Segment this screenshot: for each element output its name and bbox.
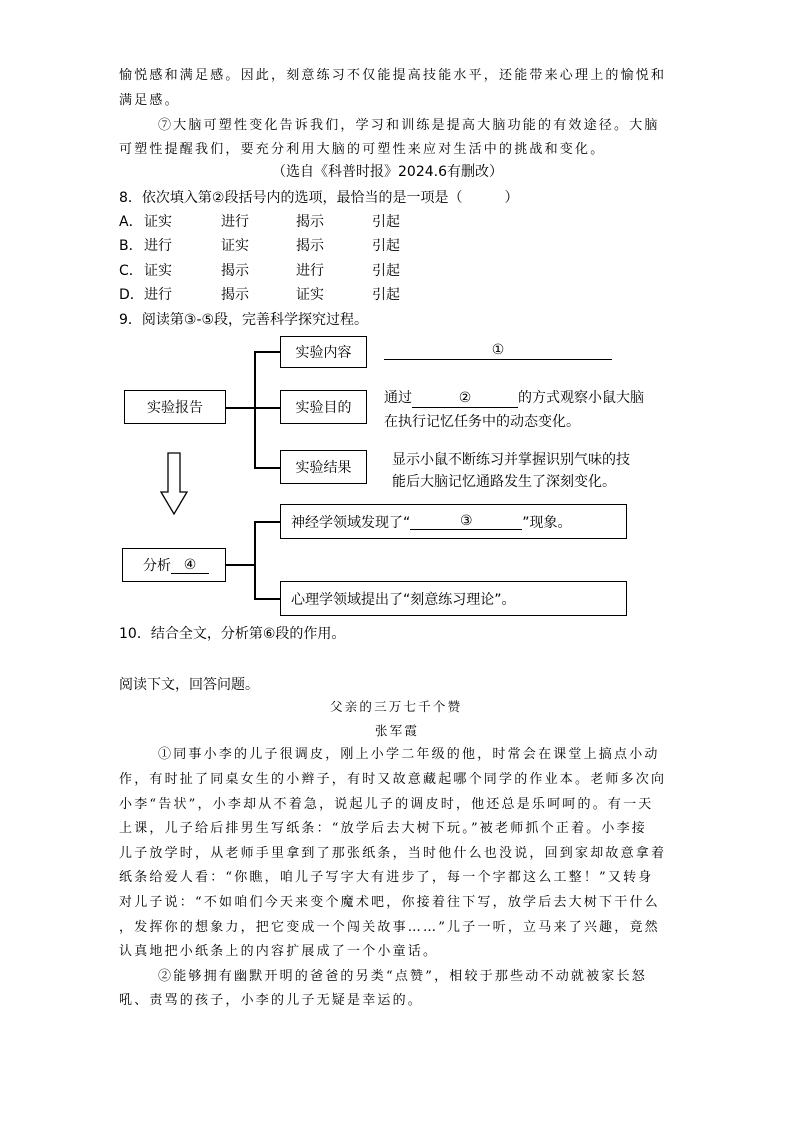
purpose-line1: 通过 ② 的方式观察小鼠大脑	[384, 390, 644, 406]
result-box: 实验结果	[280, 450, 367, 484]
content-box: 实验内容	[280, 336, 367, 368]
content-blank[interactable]: ①	[384, 341, 612, 360]
passage-line: ⑦大脑可塑性变化告诉我们，学习和训练是提高大脑功能的有效途径。大脑	[158, 118, 660, 133]
passage-line: 满足感。	[119, 93, 180, 108]
paragraph-line: 吼、责骂的孩子，小李的儿子无疑是幸运的。	[119, 993, 424, 1008]
purpose-line2: 在执行记忆任务中的动态变化。	[384, 414, 580, 430]
paragraph-line: ②能够拥有幽默开明的爸爸的另类“点赞”，相较于那些动不动就被家长怒	[158, 969, 647, 984]
source-note: （选自《科普时报》2024.6有删改）	[272, 164, 503, 180]
option-c[interactable]: C．证实 揭示 进行 引起	[119, 263, 400, 279]
purpose-box: 实验目的	[280, 390, 367, 424]
passage-line: 愉悦感和满足感。因此，刻意练习不仅能提高技能水平，还能带来心理上的愉悦和	[119, 68, 667, 83]
analysis-box: 分析 ④	[122, 548, 226, 582]
report-box: 实验报告	[124, 390, 226, 424]
question-8: 8．依次填入第②段括号内的选项，最恰当的是一项是（ ）	[119, 190, 519, 206]
paragraph-line: 纸条给爱人看：“你瞧，咱儿子写字大有进步了，每一个字都这么工整！”又转身	[119, 870, 654, 885]
paragraph-line: 作，有时扯了同桌女生的小辫子，有时又故意藏起哪个同学的作业本。老师多次向	[119, 772, 667, 787]
reading-intro: 阅读下文，回答问题。	[119, 677, 259, 693]
paragraph-line: 儿子放学时，从老师手里拿到了那张纸条，当时他什么也没说，回到家却故意拿着	[119, 846, 667, 861]
neuro-box: 神经学领域发现了“ ③ ”现象。	[280, 504, 627, 539]
neuro-blank[interactable]: ③	[410, 513, 522, 530]
paragraph-line: ，发挥你的想象力，把它变成一个闯关故事……”儿子一听，立马来了兴趣，竟然	[119, 920, 660, 935]
paragraph-line: 对儿子说：“不如咱们今天来变个魔术吧，你接着往下写，放学后去大树下干什么	[119, 895, 660, 910]
analysis-blank[interactable]: ④	[171, 557, 209, 574]
paragraph-line: ①同事小李的儿子很调皮，刚上小学二年级的他，时常会在课堂上搞点小动	[158, 747, 660, 762]
passage-line: 可塑性提醒我们，要充分利用大脑的可塑性来应对生活中的挑战和变化。	[119, 142, 606, 157]
psych-box: 心理学领域提出了“刻意练习理论”。	[280, 581, 627, 616]
paragraph-line: 认真地把小纸条上的内容扩展成了一个小童话。	[119, 944, 439, 959]
question-10: 10．结合全文，分析第⑥段的作用。	[119, 626, 346, 642]
down-arrow-icon	[160, 452, 188, 516]
paragraph-line: 上课，儿子给后排男生写纸条：“放学后去大树下玩。”被老师抓个正着。小李接	[119, 821, 647, 836]
option-b[interactable]: B．进行 证实 揭示 引起	[119, 238, 400, 254]
option-a[interactable]: A．证实 进行 揭示 引起	[119, 214, 400, 230]
purpose-blank[interactable]: ②	[412, 389, 518, 408]
option-d[interactable]: D．进行 揭示 证实 引起	[119, 287, 400, 303]
result-line1: 显示小鼠不断练习并掌握识别气味的技	[392, 452, 630, 468]
article-title: 父亲的三万七千个赞	[330, 699, 463, 714]
paragraph-line: 小李“告状”，小李却从不着急，说起儿子的调皮时，他还总是乐呵呵的。有一天	[119, 797, 654, 812]
question-9: 9．阅读第③-⑤段，完善科学探究过程。	[119, 312, 369, 328]
article-author: 张军霞	[375, 723, 420, 738]
result-line2: 能后大脑记忆通路发生了深刻变化。	[392, 474, 616, 490]
